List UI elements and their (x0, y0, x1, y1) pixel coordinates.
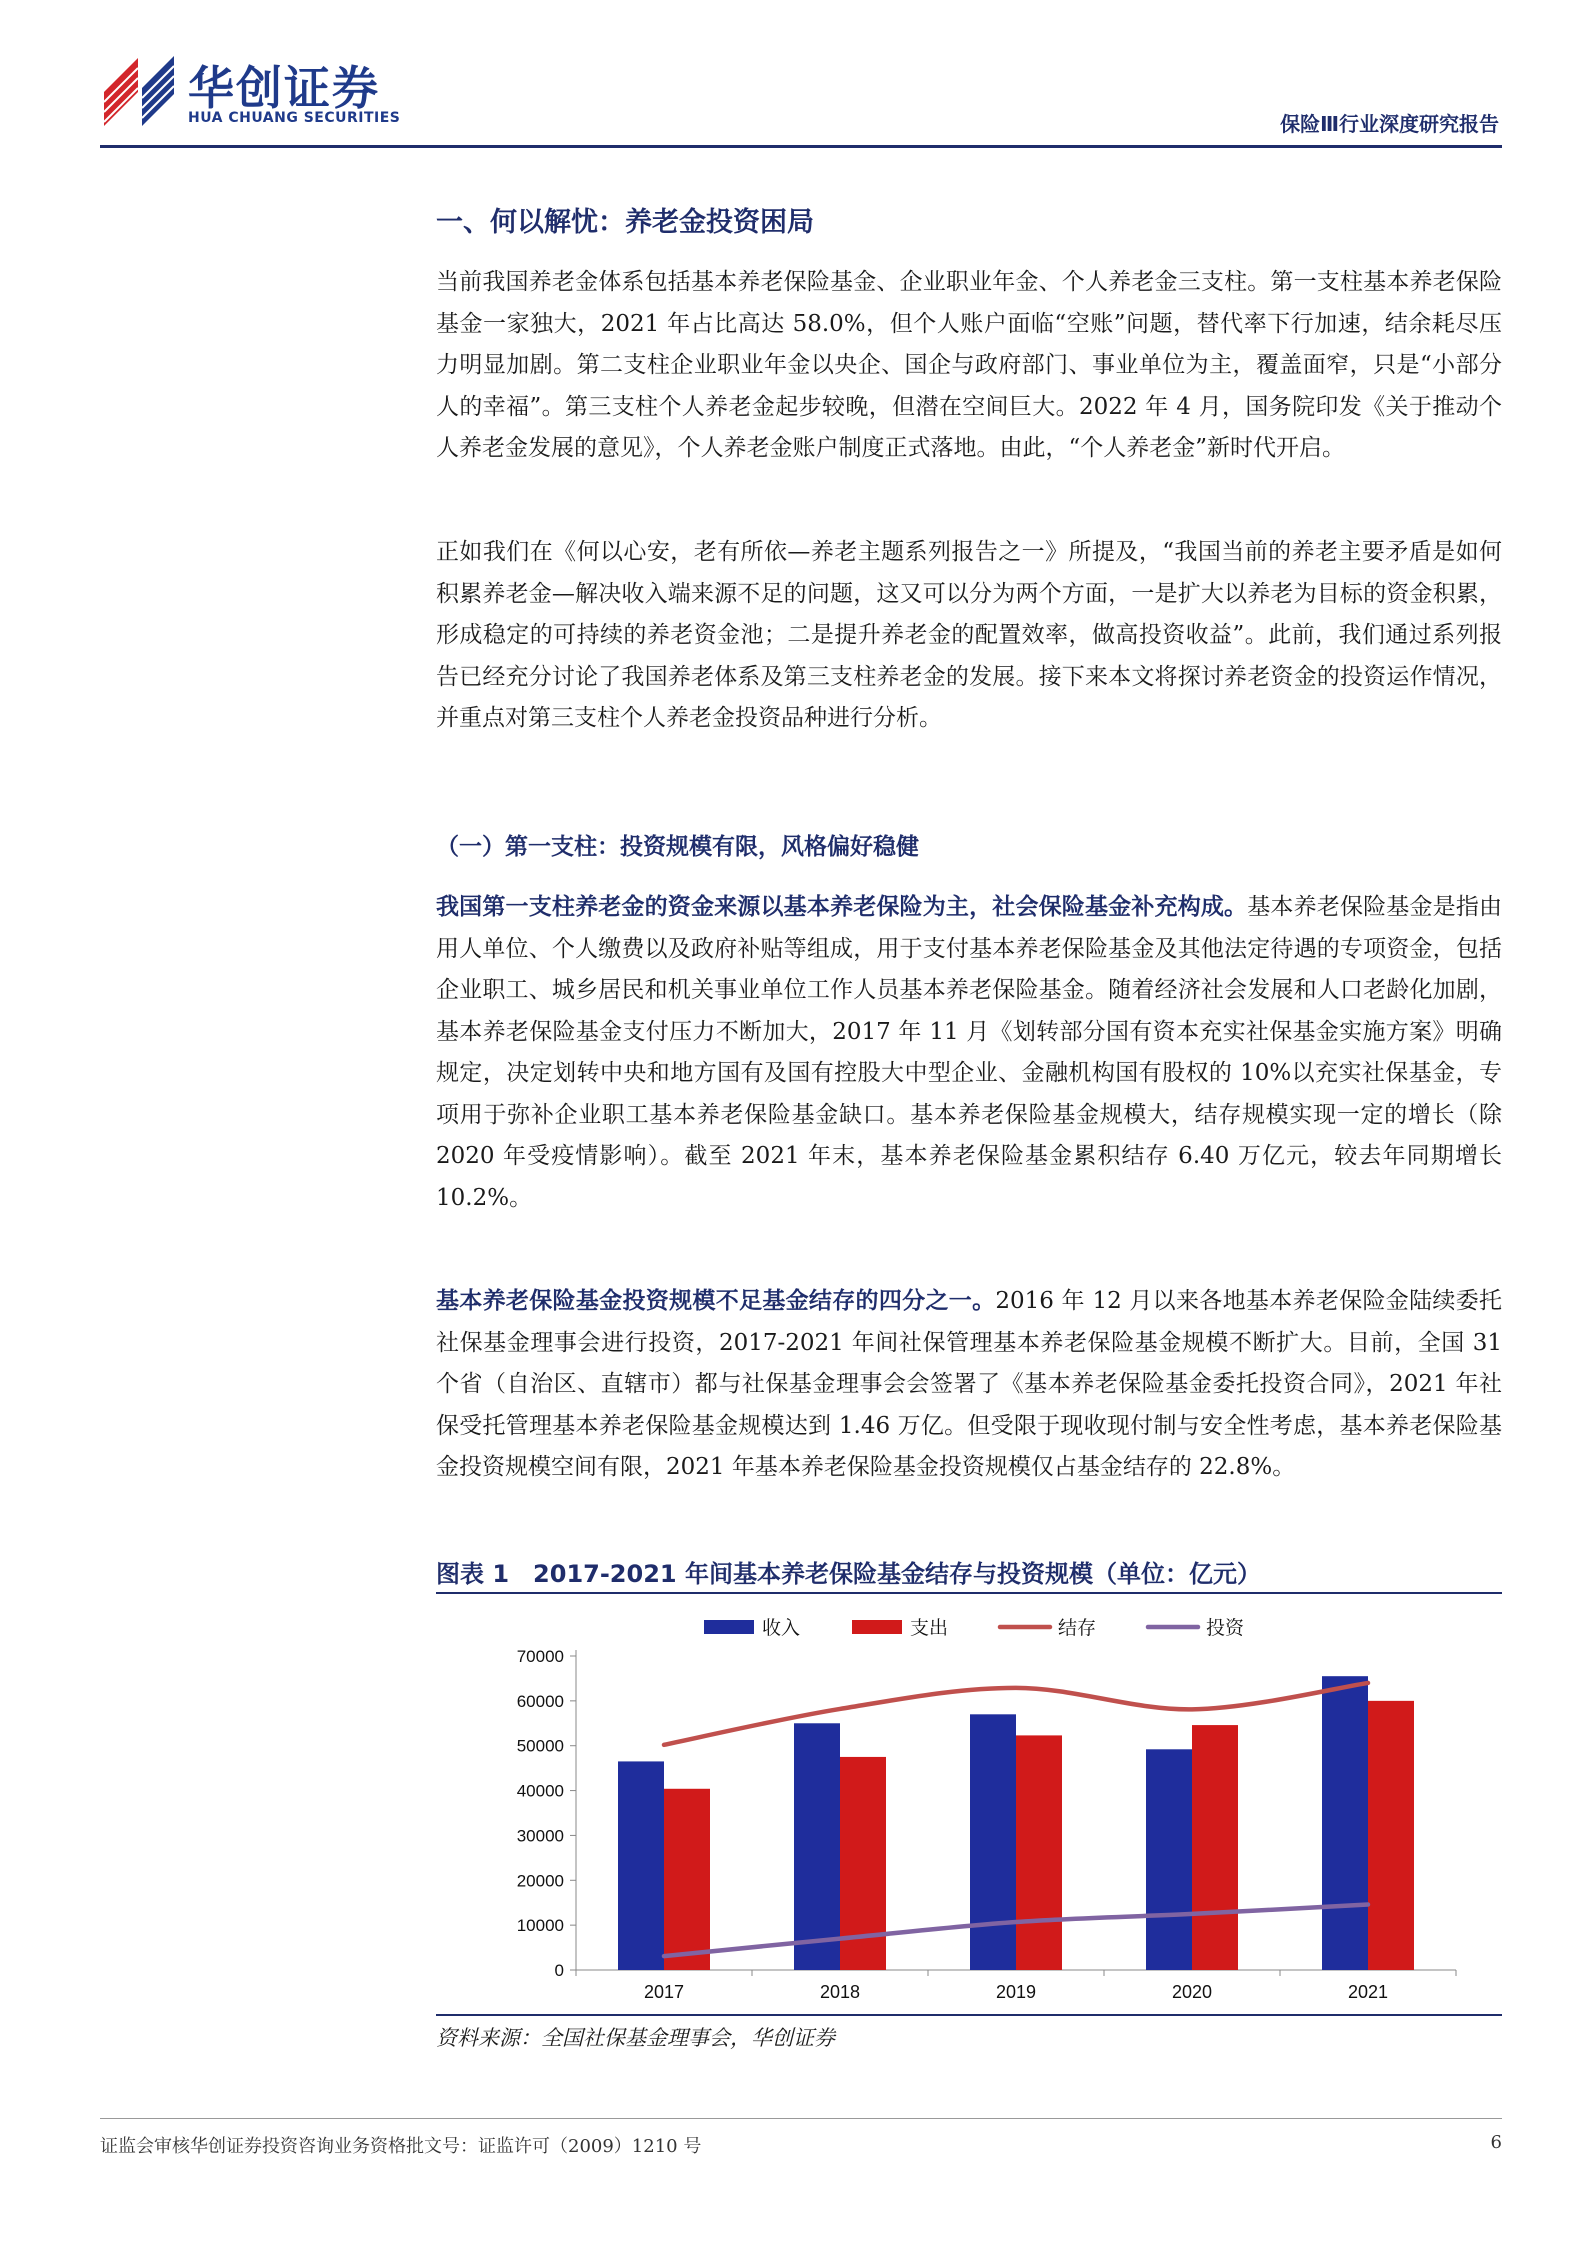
x-tick-label: 2018 (819, 1982, 861, 2002)
brand-name-en: HUA CHUANG SECURITIES (188, 110, 401, 126)
huachuang-logo-icon (100, 52, 178, 130)
bar-收入-2020 (1146, 1749, 1192, 1970)
y-tick-label: 0 (554, 1961, 564, 1980)
y-tick-label: 20000 (516, 1871, 564, 1891)
y-tick-label: 30000 (516, 1826, 564, 1846)
y-tick-label: 70000 (516, 1647, 564, 1666)
page-header (0, 0, 1587, 150)
chart-bars (618, 1676, 1414, 1970)
y-tick-label: 40000 (516, 1781, 564, 1801)
y-tick-label: 50000 (516, 1736, 564, 1756)
paragraph-3 (436, 886, 1502, 1219)
y-tick-label: 10000 (516, 1916, 564, 1936)
figure-title: 图表 1 2017-2021 年间基本养老保险基金结存与投资规模（单位：亿元） (436, 1560, 1261, 1588)
paragraph-2: 正如我们在《何以心安，老有所依—养老主题系列报告之一》所提及，“我国当前的养老主要矛盾是如何积累养老金—解决收入端来源不足的问题，这又可以分为两个方面，一是扩大以养老为目标的资金积累，形成稳定的可持续的养老资金池；二是提升养老金的配置效率，做高投资收益”。此前，我们通过系列报告已经充分讨论了我国养老体系及第三支柱养老金的发展。接下来本文将探讨养老资金的投资运作情况，并重点对第三支柱个人养老金投资品种进行分析。 (436, 539, 1502, 731)
paragraph-4-lead: 基本养老保险基金投资规模不足基金结存的四分之一。 (436, 1287, 996, 1314)
section-title: 一、何以解忧：养老金投资困局 (436, 207, 814, 238)
x-tick-label: 2017 (643, 1982, 685, 2002)
chart-legend (704, 1617, 1245, 1639)
header-divider (100, 145, 1502, 148)
x-tick-label: 2020 (1171, 1982, 1213, 2002)
y-tick-label: 60000 (516, 1691, 564, 1711)
footer-divider (100, 2118, 1502, 2119)
page-number: 6 (1490, 2132, 1502, 2153)
bar-收入-2019 (970, 1714, 1016, 1970)
legend-label-结存: 结存 (1058, 1618, 1097, 1639)
legend-label-收入: 收入 (762, 1618, 801, 1639)
bar-支出-2021 (1368, 1701, 1414, 1970)
fund-chart (436, 1606, 1502, 2016)
brand-name-cn: 华创证券 (188, 61, 380, 115)
subsection-title: （一）第一支柱：投资规模有限，风格偏好稳健 (436, 834, 919, 860)
paragraph-4 (436, 1280, 1502, 1489)
paragraph-3-lead: 我国第一支柱养老金的资金来源以基本养老保险为主，社会保险基金补充构成。 (436, 893, 1248, 920)
footer-license: 证监会审核华创证券投资咨询业务资格批文号：证监许可（2009）1210 号 (100, 2136, 702, 2157)
bar-收入-2021 (1322, 1676, 1368, 1970)
bar-支出-2019 (1016, 1735, 1062, 1970)
legend-swatch-收入 (704, 1620, 754, 1634)
legend-label-支出: 支出 (910, 1618, 949, 1639)
x-tick-label: 2021 (1347, 1982, 1389, 2002)
figure-source: 资料来源：全国社保基金理事会，华创证券 (436, 2026, 835, 2050)
bar-支出-2017 (664, 1789, 710, 1970)
bar-支出-2020 (1192, 1725, 1238, 1970)
legend-swatch-支出 (852, 1620, 902, 1634)
paragraph-1: 当前我国养老金体系包括基本养老保险基金、企业职业年金、个人养老金三支柱。第一支柱基本养老保险基金一家独大，2021 年占比高达 58.0%，但个人账户面临“空账”问题，替代率下行加速，结余耗尽压力明显加剧。第二支柱企业职业年金以央企、国企与政府部门、事业单位为主，覆盖面窄，只是“小部分人的幸福”。第三支柱个人养老金起步较晚，但潜在空间巨大。2022 年 4 月，国务院印发《关于推动个人养老金发展的意见》，个人养老金账户制度正式落地。由此，“个人养老金”新时代开启。 (436, 269, 1502, 461)
paragraph-4-body: 2016 年 12 月以来各地基本养老保险金陆续委托社保基金理事会进行投资，2017-2021 年间社保管理基本养老保险基金规模不断扩大。目前，全国 31 个省（自治区、直辖市）都与社保基金理事会会签署了《基本养老保险基金委托投资合同》，2021 年社保受托管理基本养老保险基金规模达到 1.46 万亿。但受限于现收现付制与安全性考虑，基本养老保险基金投资规模空间有限，2021 年基本养老保险基金投资规模仅占基金结存的 22.8%。 (436, 1288, 1503, 1480)
figure-bottom-rule (436, 2014, 1502, 2016)
report-type: 保险Ⅲ行业深度研究报告 (1280, 112, 1499, 136)
bar-收入-2017 (618, 1761, 664, 1970)
bar-收入-2018 (794, 1723, 840, 1970)
x-tick-label: 2019 (995, 1982, 1037, 2002)
figure-top-rule (436, 1592, 1502, 1594)
legend-label-投资: 投资 (1206, 1618, 1245, 1639)
paragraph-3-body: 基本养老保险基金是指由用人单位、个人缴费以及政府补贴等组成，用于支付基本养老保险基金及其他法定待遇的专项资金，包括企业职工、城乡居民和机关事业单位工作人员基本养老保险基金。随着经济社会发展和人口老龄化加剧，基本养老保险基金支付压力不断加大，2017 年 11 月《划转部分国有资本充实社保基金实施方案》明确规定，决定划转中央和地方国有及国有控股大中型企业、金融机构国有股权的 10%以充实社保基金，专项用于弥补企业职工基本养老保险基金缺口。基本养老保险基金规模大，结存规模实现一定的增长（除 2020 年受疫情影响）。截至 2021 年末，基本养老保险基金累积结存 6.40 万亿元，较去年同期增长 10.2%。 (436, 894, 1503, 1211)
